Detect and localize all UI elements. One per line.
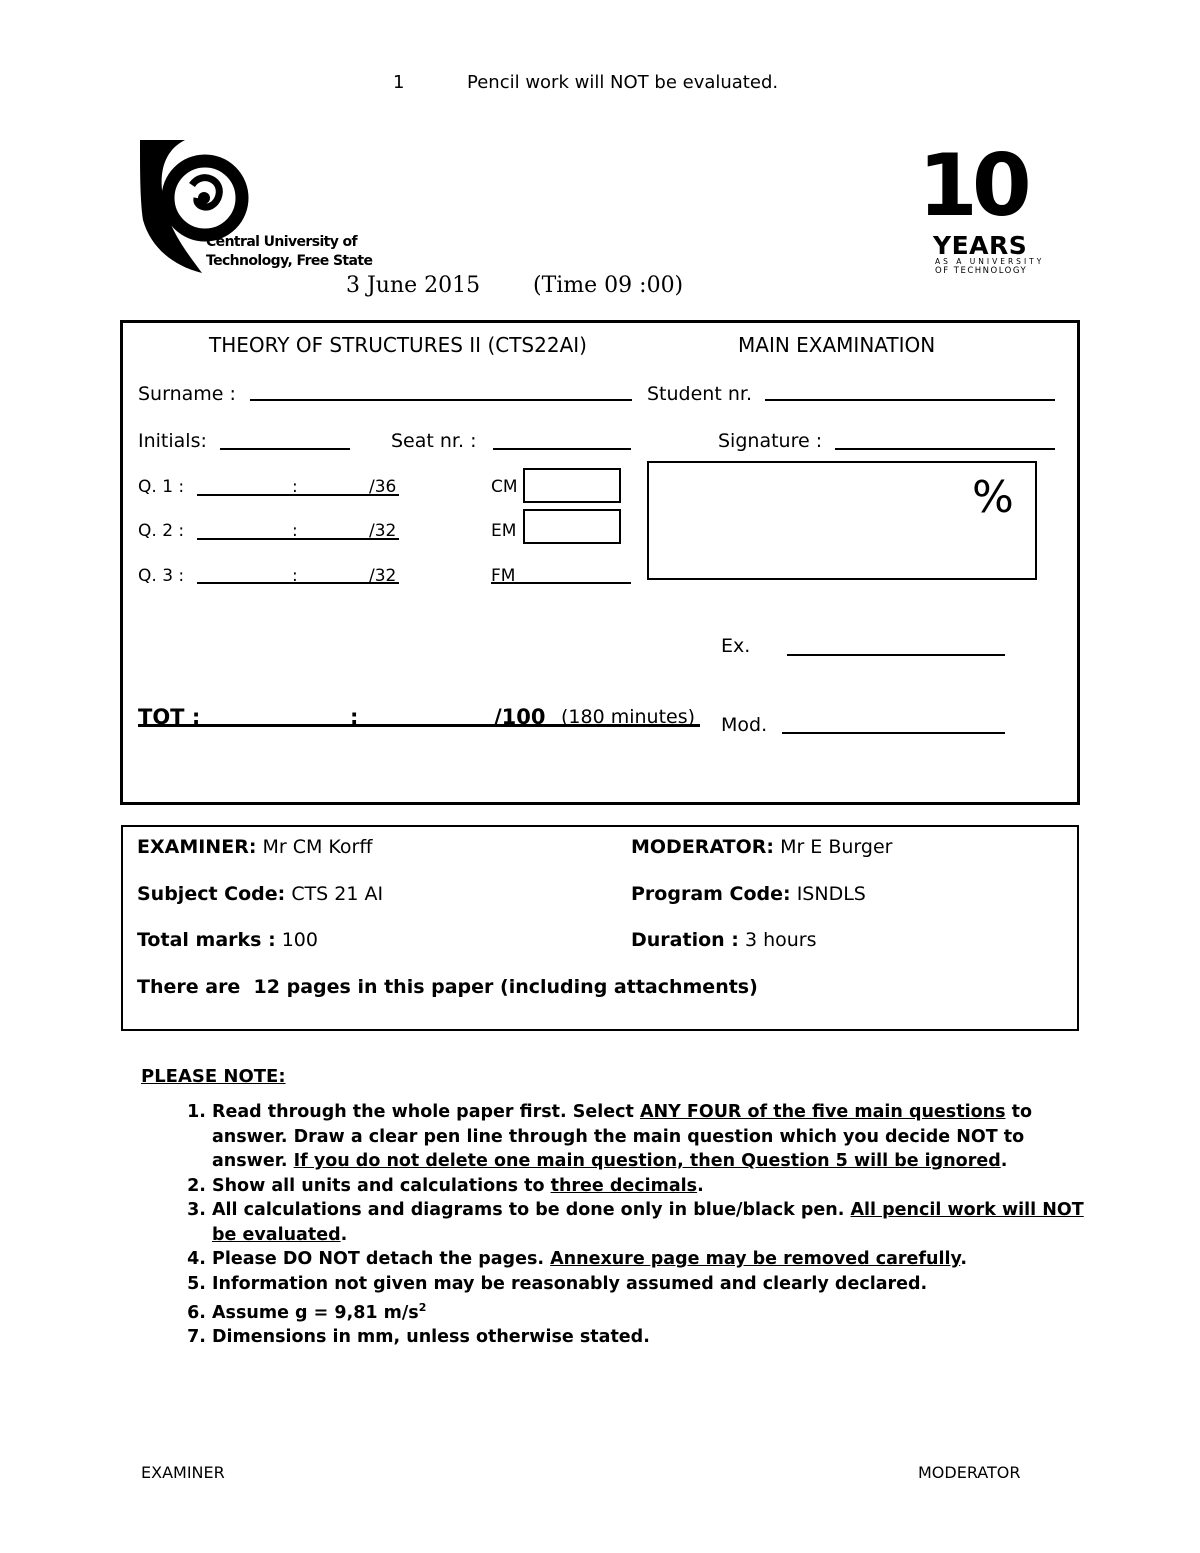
cut-logo [140,140,373,275]
pages-line: There are 12 pages in this paper (including attachments) [137,976,758,998]
note-1-emphasis: ANY FOUR of the five main questions [639,1102,1006,1122]
q2-max: /32 [369,521,397,541]
note-3: 3. All calculations and diagrams to be done only in blue/black pen. All pencil work will NOT be evaluated. [212,1198,1102,1247]
examiner-row [137,836,372,858]
moderator-label: MODERATOR: [631,836,775,858]
ten-years-logo [918,136,1058,280]
moderator-row [631,836,892,858]
signature-label: Signature : [718,430,823,452]
tot-sep: : [350,705,359,729]
tot-label: TOT : [138,705,201,729]
notes-heading: PLEASE NOTE: [141,1066,286,1087]
total-marks-value: 100 [281,929,318,951]
q3-label: Q. 3 : [138,566,185,586]
program-code-label: Program Code: [631,883,791,905]
q3-sep: : [292,566,298,586]
cm-label: CM [491,477,518,497]
q2-sep: : [292,521,298,541]
em-box[interactable] [523,509,621,544]
ten-years-number: 10 [918,136,1026,236]
note-7: 7. Dimensions in mm, unless otherwise stated. [212,1325,1102,1350]
ex-field[interactable] [787,654,1005,656]
tot-minutes: (180 minutes) [561,706,696,728]
subject-title: THEORY OF STRUCTURES II (CTS22AI) [209,333,587,357]
ten-years-line1: AS A UNIVERSITY [935,257,1045,266]
q2-label: Q. 2 : [138,521,185,541]
note-2: 2. Show all units and calculations to three decimals. [212,1174,1102,1199]
note-1: 1. Read through the whole paper first. Select ANY FOUR of the five main questions to answer. Draw a clear pen line through the main question which you decide NOT to answer. If you do not delete one main question, then Question 5 will be ignored. [212,1100,1102,1174]
examiner-value: Mr CM Korff [262,836,373,858]
em-label: EM [491,521,517,541]
fm-field[interactable] [491,582,631,584]
ex-label: Ex. [721,635,751,657]
exam-date: 3 June 2015 [346,273,481,298]
cut-logo-line1: Central University of [206,234,358,250]
q1-max: /36 [369,477,397,497]
student-nr-field[interactable] [765,399,1055,401]
note-4-emphasis: Annexure page may be removed carefully [550,1249,961,1269]
footer-moderator: MODERATOR [918,1463,1021,1482]
page-number: 1 [393,72,405,93]
mod-field[interactable] [782,732,1005,734]
note-6: 6. Assume g = 9,81 $m/s^2$ [212,1296,1102,1325]
mod-label: Mod. [721,714,768,736]
initials-field[interactable] [220,448,350,450]
moderator-value: Mr E Burger [780,836,893,858]
program-code-value: ISNDLS [796,883,866,905]
duration-value: 3 hours [744,929,817,951]
signature-field[interactable] [835,448,1055,450]
percent-symbol: % [972,472,1014,523]
cm-box[interactable] [523,468,621,503]
q1-label: Q. 1 : [138,477,185,497]
subject-code-value: CTS 21 AI [291,883,384,905]
cut-logo-line2: Technology, Free State [206,253,373,269]
footer-examiner: EXAMINER [141,1463,225,1482]
duration-row [631,929,816,951]
exam-type: MAIN EXAMINATION [738,333,936,357]
ten-years-line2: OF TECHNOLOGY [935,266,1028,276]
examiner-label: EXAMINER: [137,836,257,858]
subject-code-label: Subject Code: [137,883,286,905]
student-nr-label: Student nr. [647,383,752,405]
surname-label: Surname : [138,383,236,405]
total-marks-label: Total marks : [137,929,276,951]
q3-max: /32 [369,566,397,586]
q1-sep: : [292,477,298,497]
note-3-emphasis: All pencil work will NOT be evaluated [212,1200,1084,1245]
note-4: 4. Please DO NOT detach the pages. Annexure page may be removed carefully. [212,1247,1102,1272]
total-marks-row [137,929,318,951]
seat-nr-field[interactable] [493,448,631,450]
tot-max: /100 [494,705,546,729]
ten-years-title: YEARS [933,231,1028,260]
note-5: 5. Information not given may be reasonably assumed and clearly declared. [212,1272,1102,1297]
seat-nr-label: Seat nr. : [391,430,477,452]
exam-time: (Time 09 :00) [533,273,684,298]
fm-label: FM [491,566,516,586]
surname-field[interactable] [250,399,632,401]
duration-label: Duration : [631,929,739,951]
notes-list [172,1100,1102,1350]
note-1-warning: If you do not delete one main question, then Question 5 will be ignored [293,1151,1001,1171]
header-notice: Pencil work will NOT be evaluated. [467,72,779,93]
note-2-emphasis: three decimals [550,1175,698,1196]
program-code-row [631,883,866,905]
subject-code-row [137,883,383,905]
initials-label: Initials: [138,430,207,452]
